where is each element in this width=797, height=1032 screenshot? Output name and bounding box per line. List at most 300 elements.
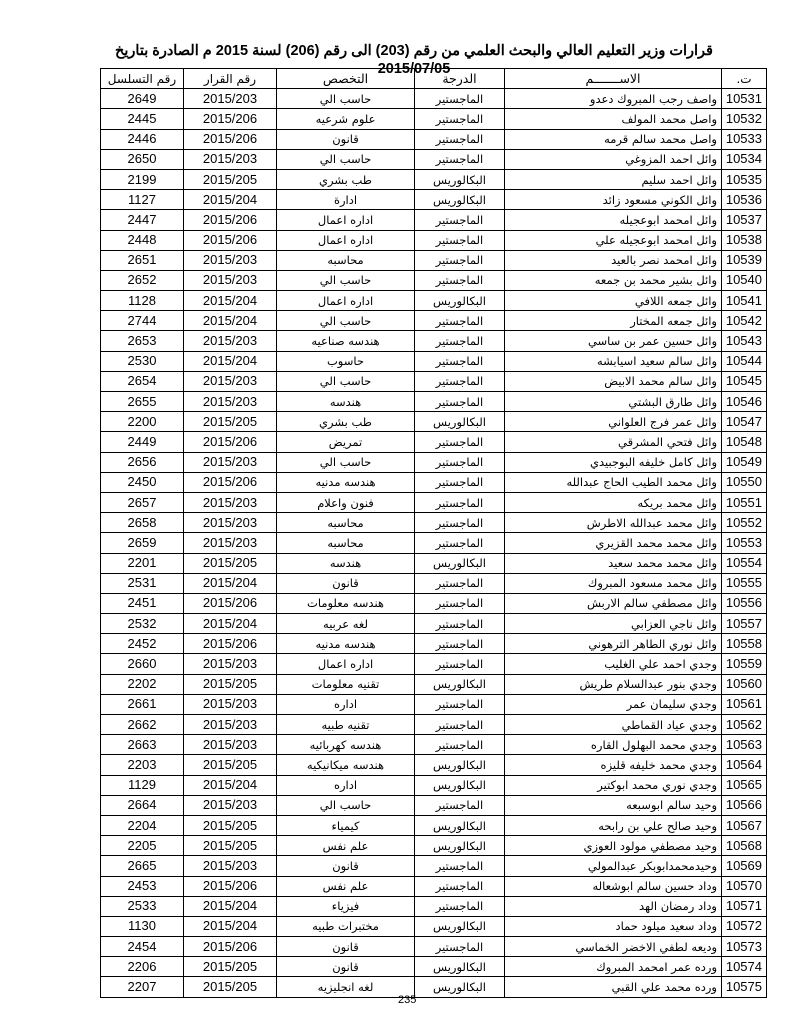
cell-no: 10534 — [722, 149, 767, 169]
header-degree: الدرجة — [415, 69, 505, 89]
cell-seq: 2665 — [101, 856, 184, 876]
cell-no: 10561 — [722, 694, 767, 714]
cell-name: وائل محمد الطيب الحاج عبدالله — [505, 472, 722, 492]
table-row — [101, 371, 767, 391]
table-row — [101, 715, 767, 735]
cell-seq: 2657 — [101, 492, 184, 512]
cell-decision: 2015/203 — [184, 654, 277, 674]
cell-no: 10535 — [722, 169, 767, 189]
table-row — [101, 513, 767, 533]
cell-decision: 2015/205 — [184, 977, 277, 997]
header-seq: رقم التسلسل — [101, 69, 184, 89]
graduates-table — [100, 68, 767, 998]
table-row — [101, 331, 767, 351]
cell-decision: 2015/203 — [184, 89, 277, 109]
cell-name: واصف رجب المبروك دعدو — [505, 89, 722, 109]
cell-seq: 2664 — [101, 795, 184, 815]
cell-specialty: هندسه — [277, 553, 415, 573]
cell-name: وجدي بنور عبدالسلام طريش — [505, 674, 722, 694]
table-row — [101, 392, 767, 412]
cell-degree: الماجستير — [415, 856, 505, 876]
cell-name: وائل نوري الطاهر الترهوني — [505, 634, 722, 654]
cell-seq: 1130 — [101, 916, 184, 936]
cell-no: 10556 — [722, 593, 767, 613]
cell-degree: الماجستير — [415, 371, 505, 391]
cell-seq: 2446 — [101, 129, 184, 149]
cell-no: 10572 — [722, 916, 767, 936]
cell-degree: البكالوريس — [415, 775, 505, 795]
cell-no: 10564 — [722, 755, 767, 775]
cell-decision: 2015/203 — [184, 795, 277, 815]
cell-seq: 2201 — [101, 553, 184, 573]
cell-decision: 2015/205 — [184, 169, 277, 189]
cell-degree: الماجستير — [415, 129, 505, 149]
table-row — [101, 694, 767, 714]
table-row — [101, 573, 767, 593]
table-row — [101, 937, 767, 957]
cell-seq: 2202 — [101, 674, 184, 694]
cell-degree: الماجستير — [415, 573, 505, 593]
cell-no: 10543 — [722, 331, 767, 351]
table-row — [101, 735, 767, 755]
cell-name: وائل ناجي العزابي — [505, 614, 722, 634]
cell-specialty: طب بشري — [277, 169, 415, 189]
cell-degree: البكالوريس — [415, 291, 505, 311]
cell-degree: الماجستير — [415, 311, 505, 331]
cell-specialty: حاسب الي — [277, 149, 415, 169]
cell-seq: 2200 — [101, 412, 184, 432]
cell-degree: الماجستير — [415, 270, 505, 290]
cell-seq: 2530 — [101, 351, 184, 371]
cell-seq: 2652 — [101, 270, 184, 290]
cell-decision: 2015/203 — [184, 270, 277, 290]
table-row — [101, 250, 767, 270]
cell-degree: الماجستير — [415, 715, 505, 735]
cell-decision: 2015/206 — [184, 109, 277, 129]
cell-decision: 2015/203 — [184, 694, 277, 714]
cell-degree: البكالوريس — [415, 957, 505, 977]
cell-no: 10548 — [722, 432, 767, 452]
cell-degree: الماجستير — [415, 472, 505, 492]
cell-name: وجدي محمد البهلول القاره — [505, 735, 722, 755]
cell-no: 10560 — [722, 674, 767, 694]
cell-name: واصل محمد المولف — [505, 109, 722, 129]
cell-degree: الماجستير — [415, 351, 505, 371]
cell-specialty: حاسب الي — [277, 311, 415, 331]
cell-specialty: هندسه مدنيه — [277, 634, 415, 654]
cell-no: 10567 — [722, 815, 767, 835]
cell-decision: 2015/203 — [184, 371, 277, 391]
cell-degree: الماجستير — [415, 694, 505, 714]
cell-name: وجدي عياد القماطي — [505, 715, 722, 735]
cell-specialty: فنون واعلام — [277, 492, 415, 512]
cell-decision: 2015/205 — [184, 674, 277, 694]
cell-degree: البكالوريس — [415, 553, 505, 573]
cell-specialty: حاسب الي — [277, 371, 415, 391]
table-body — [101, 89, 767, 997]
cell-no: 10544 — [722, 351, 767, 371]
cell-no: 10562 — [722, 715, 767, 735]
cell-seq: 2651 — [101, 250, 184, 270]
cell-specialty: علم نفس — [277, 836, 415, 856]
table-row — [101, 957, 767, 977]
cell-seq: 2662 — [101, 715, 184, 735]
cell-no: 10559 — [722, 654, 767, 674]
cell-name: واصل محمد سالم قرمه — [505, 129, 722, 149]
cell-decision: 2015/205 — [184, 755, 277, 775]
cell-no: 10552 — [722, 513, 767, 533]
cell-specialty: اداره اعمال — [277, 654, 415, 674]
cell-specialty: قانون — [277, 129, 415, 149]
cell-specialty: حاسب الي — [277, 89, 415, 109]
cell-specialty: حاسب الي — [277, 452, 415, 472]
cell-degree: الماجستير — [415, 634, 505, 654]
table-row — [101, 654, 767, 674]
cell-name: وائل الكوني مسعود زائد — [505, 190, 722, 210]
cell-name: وائل امحمد ابوعجيله — [505, 210, 722, 230]
table-row — [101, 109, 767, 129]
cell-degree: الماجستير — [415, 149, 505, 169]
cell-seq: 2453 — [101, 876, 184, 896]
cell-no: 10566 — [722, 795, 767, 815]
cell-name: وجدي سليمان عمر — [505, 694, 722, 714]
cell-no: 10537 — [722, 210, 767, 230]
cell-name: وجدي نوري محمد ابوكتير — [505, 775, 722, 795]
cell-specialty: لغه انجليزيه — [277, 977, 415, 997]
cell-seq: 2660 — [101, 654, 184, 674]
table-row — [101, 634, 767, 654]
cell-specialty: تمريض — [277, 432, 415, 452]
cell-seq: 2450 — [101, 472, 184, 492]
cell-seq: 2454 — [101, 937, 184, 957]
cell-specialty: كيمياء — [277, 815, 415, 835]
cell-name: وديعه لطفي الاخضر الخماسي — [505, 937, 722, 957]
cell-seq: 2447 — [101, 210, 184, 230]
table-row — [101, 755, 767, 775]
cell-no: 10565 — [722, 775, 767, 795]
cell-degree: الماجستير — [415, 331, 505, 351]
cell-degree: الماجستير — [415, 896, 505, 916]
cell-name: وجدي احمد علي الغليب — [505, 654, 722, 674]
table-row — [101, 795, 767, 815]
cell-name: وائل محمد مسعود المبروك — [505, 573, 722, 593]
cell-degree: الماجستير — [415, 452, 505, 472]
cell-specialty: طب بشري — [277, 412, 415, 432]
cell-specialty: اداره اعمال — [277, 230, 415, 250]
table-row — [101, 230, 767, 250]
cell-decision: 2015/203 — [184, 452, 277, 472]
cell-degree: الماجستير — [415, 210, 505, 230]
cell-decision: 2015/203 — [184, 856, 277, 876]
cell-seq: 2206 — [101, 957, 184, 977]
table-row — [101, 815, 767, 835]
cell-no: 10574 — [722, 957, 767, 977]
cell-degree: الماجستير — [415, 735, 505, 755]
cell-decision: 2015/204 — [184, 291, 277, 311]
table-row — [101, 351, 767, 371]
cell-decision: 2015/203 — [184, 533, 277, 553]
table-row — [101, 856, 767, 876]
cell-specialty: محاسبه — [277, 250, 415, 270]
cell-specialty: محاسبه — [277, 533, 415, 553]
cell-name: وائل فتحي المشرقي — [505, 432, 722, 452]
cell-decision: 2015/203 — [184, 492, 277, 512]
cell-degree: الماجستير — [415, 533, 505, 553]
cell-seq: 2661 — [101, 694, 184, 714]
cell-specialty: قانون — [277, 937, 415, 957]
cell-seq: 2448 — [101, 230, 184, 250]
cell-name: وائل محمد بريكه — [505, 492, 722, 512]
table-row — [101, 614, 767, 634]
table-row — [101, 896, 767, 916]
cell-no: 10536 — [722, 190, 767, 210]
cell-seq: 2658 — [101, 513, 184, 533]
table-row — [101, 210, 767, 230]
cell-seq: 2744 — [101, 311, 184, 331]
cell-specialty: فيزياء — [277, 896, 415, 916]
cell-name: وحيد صالح علي بن رابحه — [505, 815, 722, 835]
cell-degree: الماجستير — [415, 109, 505, 129]
cell-degree: الماجستير — [415, 492, 505, 512]
cell-specialty: قانون — [277, 957, 415, 977]
cell-seq: 2449 — [101, 432, 184, 452]
cell-name: وائل جمعه اللافي — [505, 291, 722, 311]
table-row — [101, 775, 767, 795]
cell-name: وحيدمحمدابوبكر عبدالمولي — [505, 856, 722, 876]
cell-degree: الماجستير — [415, 937, 505, 957]
cell-name: وجدي محمد خليفه قليزه — [505, 755, 722, 775]
cell-name: وائل سالم محمد الابيض — [505, 371, 722, 391]
table-row — [101, 129, 767, 149]
cell-decision: 2015/206 — [184, 876, 277, 896]
header-no: ت. — [722, 69, 767, 89]
cell-seq: 2204 — [101, 815, 184, 835]
cell-no: 10542 — [722, 311, 767, 331]
cell-decision: 2015/206 — [184, 210, 277, 230]
cell-no: 10540 — [722, 270, 767, 290]
cell-seq: 2203 — [101, 755, 184, 775]
cell-decision: 2015/204 — [184, 351, 277, 371]
cell-specialty: حاسب الي — [277, 270, 415, 290]
cell-name: وائل طارق البشتي — [505, 392, 722, 412]
table-row — [101, 452, 767, 472]
cell-seq: 2532 — [101, 614, 184, 634]
cell-name: وائل امحمد نصر بالعيد — [505, 250, 722, 270]
cell-decision: 2015/203 — [184, 735, 277, 755]
cell-specialty: تقنيه معلومات — [277, 674, 415, 694]
cell-degree: الماجستير — [415, 593, 505, 613]
table-row — [101, 311, 767, 331]
cell-degree: الماجستير — [415, 876, 505, 896]
cell-degree: البكالوريس — [415, 836, 505, 856]
cell-decision: 2015/206 — [184, 593, 277, 613]
cell-specialty: مختبرات طبيه — [277, 916, 415, 936]
cell-no: 10538 — [722, 230, 767, 250]
table-row — [101, 412, 767, 432]
cell-name: وداد سعيد ميلود حماد — [505, 916, 722, 936]
cell-name: وائل سالم سعيد اسيابشه — [505, 351, 722, 371]
cell-decision: 2015/205 — [184, 412, 277, 432]
cell-specialty: اداره اعمال — [277, 291, 415, 311]
cell-degree: الماجستير — [415, 230, 505, 250]
cell-name: وائل جمعه المختار — [505, 311, 722, 331]
cell-decision: 2015/206 — [184, 634, 277, 654]
cell-decision: 2015/204 — [184, 614, 277, 634]
cell-no: 10571 — [722, 896, 767, 916]
cell-degree: الماجستير — [415, 795, 505, 815]
cell-specialty: اداره — [277, 694, 415, 714]
cell-name: وائل محمد محمد سعيد — [505, 553, 722, 573]
table-row — [101, 492, 767, 512]
cell-decision: 2015/204 — [184, 573, 277, 593]
cell-no: 10547 — [722, 412, 767, 432]
cell-seq: 1128 — [101, 291, 184, 311]
cell-decision: 2015/203 — [184, 513, 277, 533]
cell-name: وائل بشير محمد بن جمعه — [505, 270, 722, 290]
cell-decision: 2015/205 — [184, 815, 277, 835]
cell-specialty: هندسه ميكانيكيه — [277, 755, 415, 775]
table-row — [101, 674, 767, 694]
cell-seq: 2452 — [101, 634, 184, 654]
cell-name: ورده محمد علي القبي — [505, 977, 722, 997]
table-row — [101, 472, 767, 492]
cell-no: 10569 — [722, 856, 767, 876]
cell-specialty: هندسه مدنيه — [277, 472, 415, 492]
cell-degree: البكالوريس — [415, 412, 505, 432]
cell-seq: 1129 — [101, 775, 184, 795]
cell-specialty: لغه عربيه — [277, 614, 415, 634]
cell-decision: 2015/205 — [184, 957, 277, 977]
cell-degree: الماجستير — [415, 392, 505, 412]
cell-degree: الماجستير — [415, 654, 505, 674]
table-row — [101, 291, 767, 311]
cell-specialty: ادارة — [277, 190, 415, 210]
cell-no: 10531 — [722, 89, 767, 109]
cell-specialty: هندسه معلومات — [277, 593, 415, 613]
cell-decision: 2015/204 — [184, 896, 277, 916]
cell-no: 10568 — [722, 836, 767, 856]
cell-no: 10554 — [722, 553, 767, 573]
cell-seq: 2531 — [101, 573, 184, 593]
cell-name: وداد حسين سالم ابوشعاله — [505, 876, 722, 896]
table-row — [101, 149, 767, 169]
cell-specialty: هندسه — [277, 392, 415, 412]
header-decision: رقم القرار — [184, 69, 277, 89]
cell-seq: 2656 — [101, 452, 184, 472]
cell-decision: 2015/204 — [184, 916, 277, 936]
cell-name: وداد رمضان الهد — [505, 896, 722, 916]
cell-name: وائل كامل خليفه البوجبيدي — [505, 452, 722, 472]
cell-seq: 1127 — [101, 190, 184, 210]
table-row — [101, 169, 767, 189]
table-row — [101, 533, 767, 553]
document-title: قرارات وزير التعليم العالي والبحث العلمي من رقم (203) الى رقم (206) لسنة 2015 م الصادرة بتاريخ 2015/07/05 — [115, 43, 713, 77]
cell-seq: 2207 — [101, 977, 184, 997]
table-row — [101, 432, 767, 452]
cell-decision: 2015/204 — [184, 190, 277, 210]
table-row — [101, 553, 767, 573]
cell-name: وائل محمد محمد القزيري — [505, 533, 722, 553]
cell-specialty: علوم شرعيه — [277, 109, 415, 129]
cell-no: 10555 — [722, 573, 767, 593]
cell-degree: الماجستير — [415, 89, 505, 109]
cell-no: 10558 — [722, 634, 767, 654]
cell-decision: 2015/204 — [184, 775, 277, 795]
cell-degree: البكالوريس — [415, 755, 505, 775]
cell-no: 10575 — [722, 977, 767, 997]
cell-degree: الماجستير — [415, 432, 505, 452]
cell-no: 10550 — [722, 472, 767, 492]
cell-seq: 2655 — [101, 392, 184, 412]
header-name: الاســـــــم — [505, 69, 722, 89]
cell-seq: 2650 — [101, 149, 184, 169]
cell-degree: البكالوريس — [415, 674, 505, 694]
cell-decision: 2015/206 — [184, 472, 277, 492]
cell-specialty: علم نفس — [277, 876, 415, 896]
table-row — [101, 836, 767, 856]
cell-name: وحيد مصطفي مولود العوزي — [505, 836, 722, 856]
cell-degree: الماجستير — [415, 513, 505, 533]
cell-no: 10570 — [722, 876, 767, 896]
cell-seq: 2653 — [101, 331, 184, 351]
cell-decision: 2015/203 — [184, 149, 277, 169]
cell-degree: البكالوريس — [415, 977, 505, 997]
table-row — [101, 190, 767, 210]
cell-decision: 2015/204 — [184, 311, 277, 331]
cell-decision: 2015/203 — [184, 250, 277, 270]
cell-no: 10573 — [722, 937, 767, 957]
cell-specialty: محاسبه — [277, 513, 415, 533]
header-specialty: التخصص — [277, 69, 415, 89]
cell-name: وائل مصطفي سالم الاربش — [505, 593, 722, 613]
cell-name: وحيد سالم ابوسبعه — [505, 795, 722, 815]
cell-degree: البكالوريس — [415, 815, 505, 835]
cell-degree: البكالوريس — [415, 190, 505, 210]
cell-specialty: تقنيه طبيه — [277, 715, 415, 735]
cell-specialty: حاسوب — [277, 351, 415, 371]
cell-no: 10545 — [722, 371, 767, 391]
cell-name: وائل محمد عبدالله الاطرش — [505, 513, 722, 533]
cell-seq: 2659 — [101, 533, 184, 553]
cell-no: 10539 — [722, 250, 767, 270]
cell-no: 10549 — [722, 452, 767, 472]
table-row — [101, 876, 767, 896]
cell-seq: 2649 — [101, 89, 184, 109]
cell-specialty: هندسه صناعيه — [277, 331, 415, 351]
cell-no: 10546 — [722, 392, 767, 412]
cell-degree: البكالوريس — [415, 169, 505, 189]
cell-specialty: اداره اعمال — [277, 210, 415, 230]
cell-no: 10557 — [722, 614, 767, 634]
cell-specialty: هندسه كهربائيه — [277, 735, 415, 755]
table-header-row — [101, 69, 767, 89]
cell-specialty: اداره — [277, 775, 415, 795]
cell-degree: الماجستير — [415, 614, 505, 634]
cell-seq: 2533 — [101, 896, 184, 916]
cell-seq: 2663 — [101, 735, 184, 755]
cell-specialty: قانون — [277, 573, 415, 593]
cell-decision: 2015/206 — [184, 129, 277, 149]
cell-decision: 2015/203 — [184, 715, 277, 735]
cell-specialty: حاسب الي — [277, 795, 415, 815]
cell-name: وائل عمر فرج العلواني — [505, 412, 722, 432]
table-row — [101, 593, 767, 613]
cell-decision: 2015/205 — [184, 553, 277, 573]
cell-seq: 2445 — [101, 109, 184, 129]
cell-no: 10533 — [722, 129, 767, 149]
cell-seq: 2451 — [101, 593, 184, 613]
cell-seq: 2199 — [101, 169, 184, 189]
